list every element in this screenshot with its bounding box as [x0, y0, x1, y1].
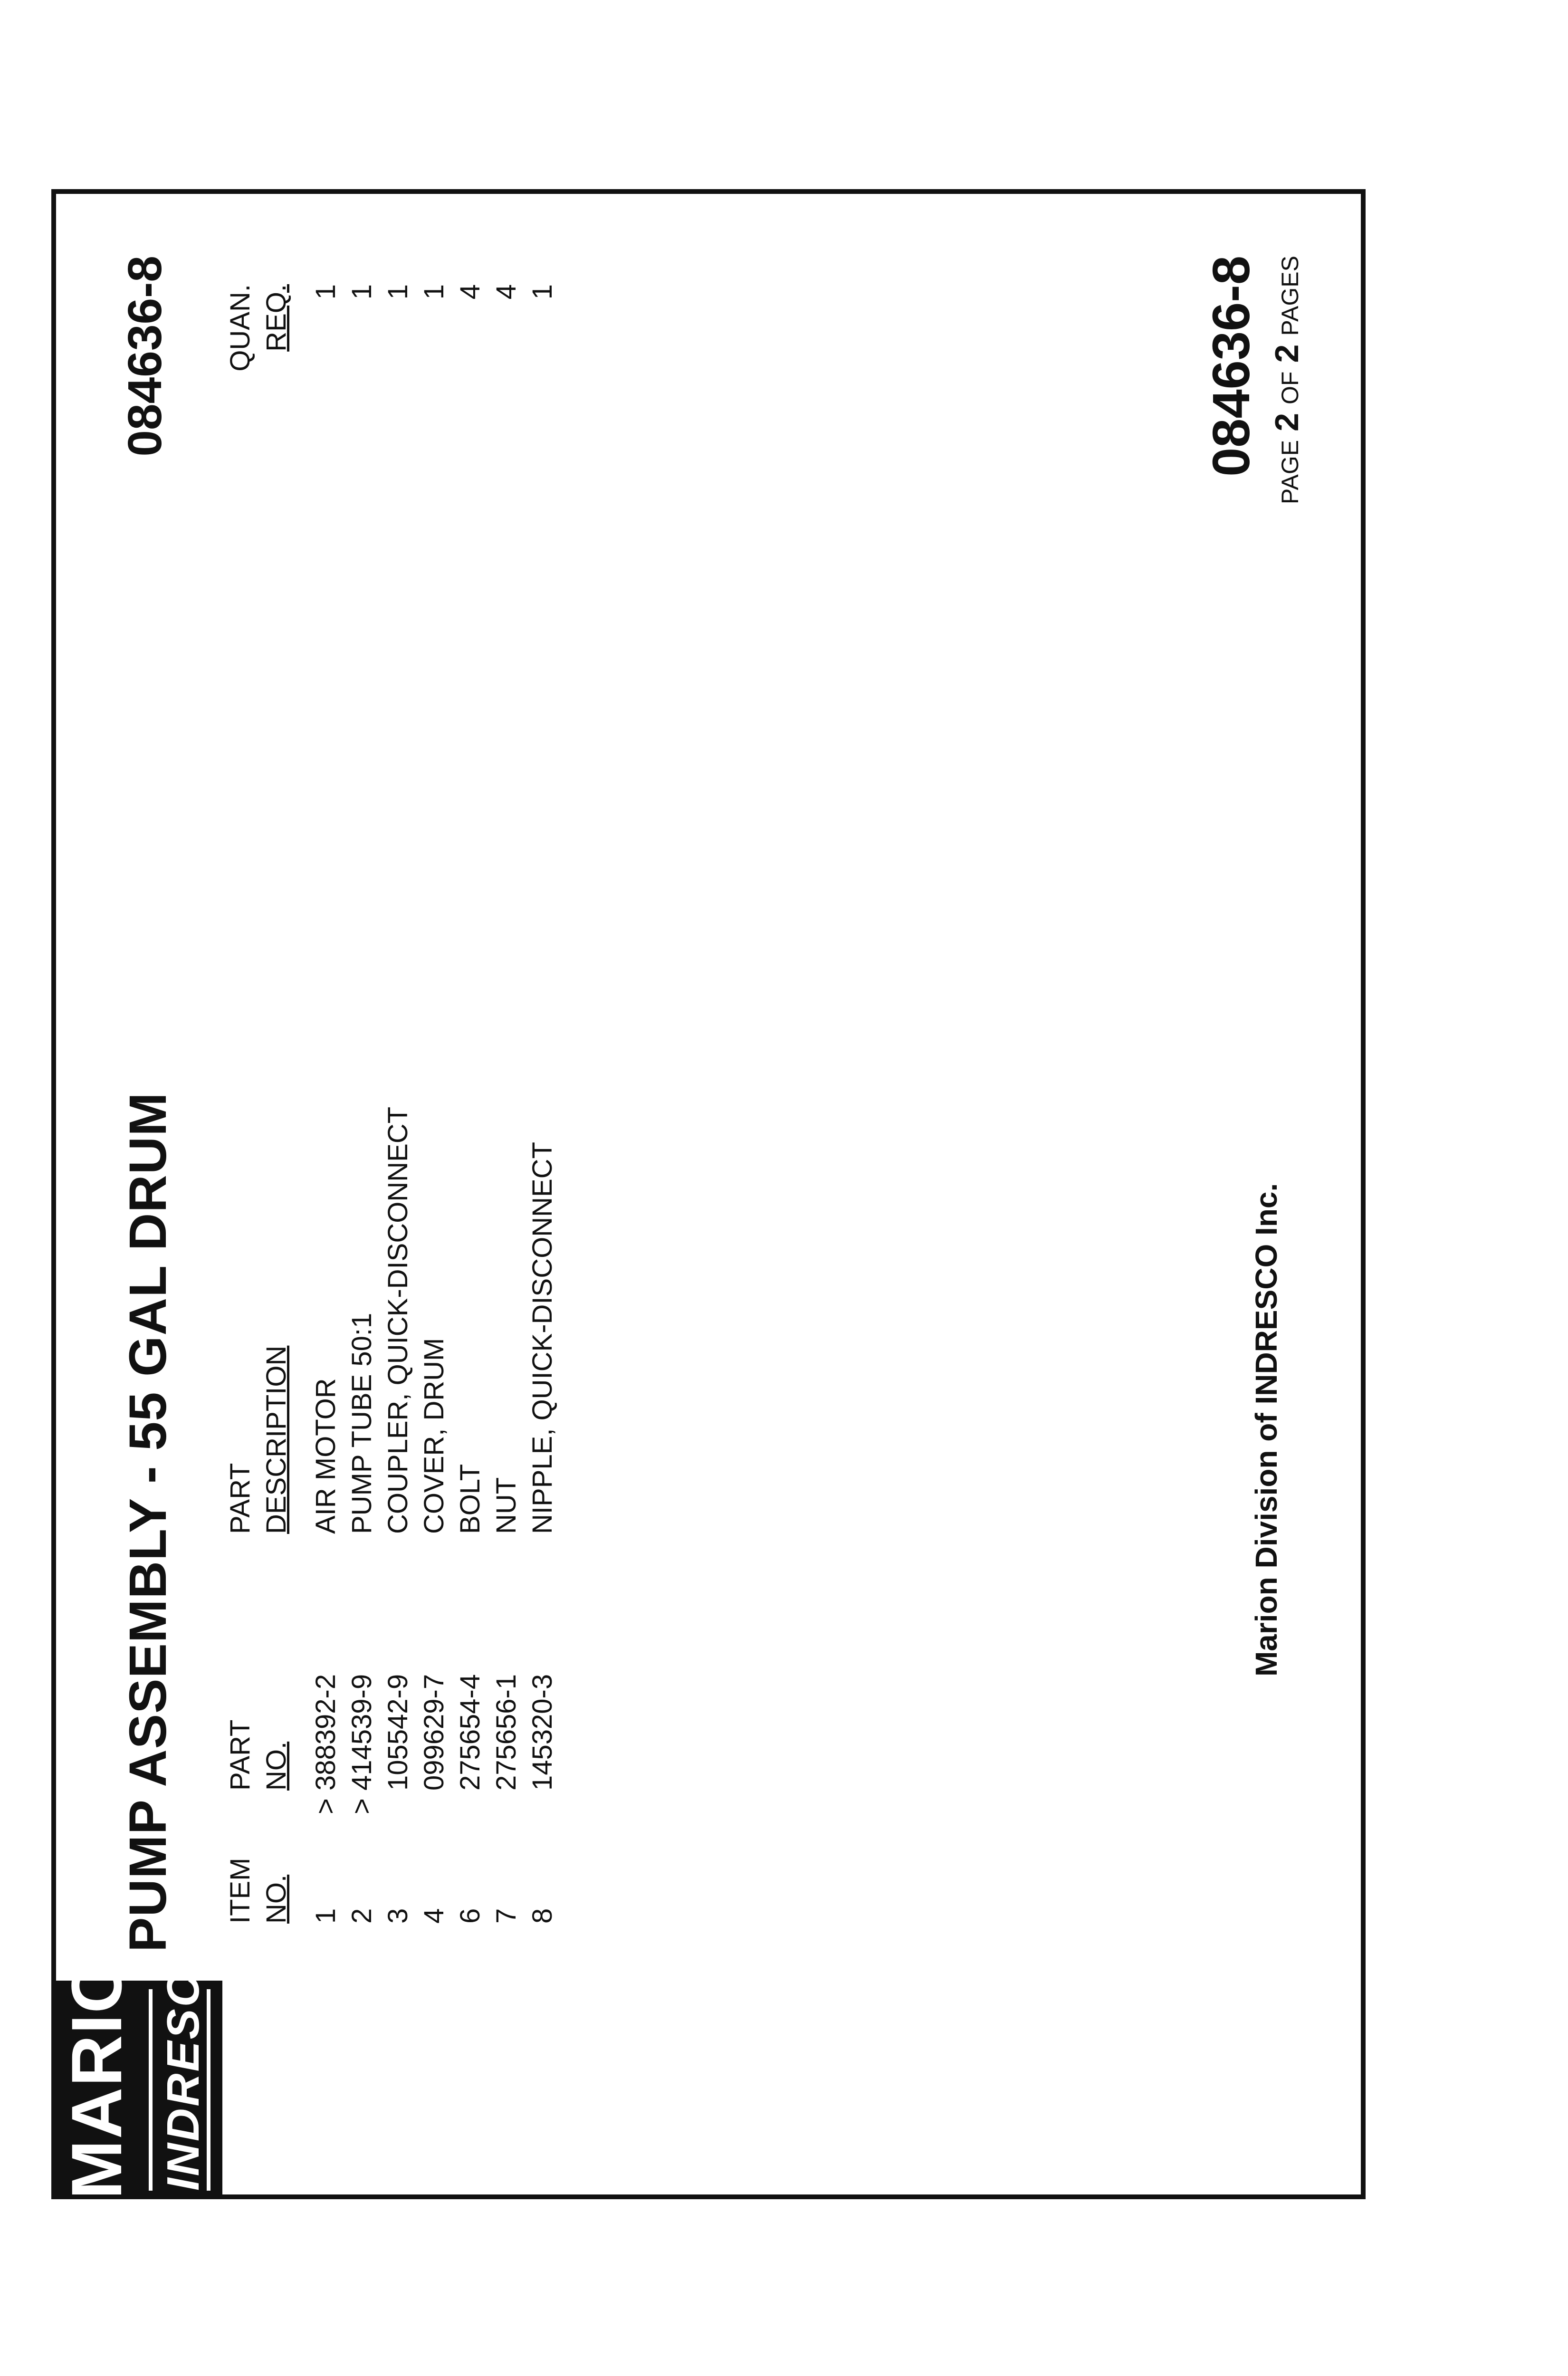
- column-header-part-no: PART NO.: [225, 1719, 292, 1791]
- quantity: 1: [346, 284, 377, 300]
- quantity: 1: [310, 284, 341, 300]
- part-description: COVER, DRUM: [419, 1338, 449, 1534]
- parts-list-sheet: [51, 189, 1366, 2199]
- table-row: [416, 189, 452, 2199]
- part-number: 145320-3: [527, 1674, 558, 1791]
- part-description: COUPLER, QUICK-DISCONNECT: [382, 1106, 413, 1534]
- of-label: OF: [1277, 371, 1303, 404]
- footer-document-number: 084636-8: [1202, 256, 1261, 477]
- part-number: 275656-1: [491, 1674, 522, 1791]
- part-description: BOLT: [455, 1464, 486, 1534]
- part-description: PUMP TUBE 50:1: [346, 1313, 377, 1534]
- table-row: [488, 189, 525, 2199]
- logo-indresco-text: INDRESCO: [149, 1989, 210, 2191]
- column-header-item-no: ITEM NO.: [225, 1858, 292, 1924]
- page-title: PUMP ASSEMBLY - 55 GAL DRUM: [119, 1092, 177, 1952]
- logo-marion-text: MARION: [57, 1904, 136, 2199]
- part-number: 275654-4: [455, 1674, 486, 1791]
- part-description: NIPPLE, QUICK-DISCONNECT: [527, 1142, 558, 1534]
- item-number: 7: [491, 1908, 522, 1924]
- document-number: 084636-8: [118, 256, 172, 457]
- quantity: 1: [527, 284, 558, 300]
- column-header-quantity-required: QUAN. REQ.: [225, 284, 292, 372]
- item-number: 6: [455, 1908, 486, 1924]
- part-number: 414539-9: [346, 1674, 377, 1791]
- page-total: 2: [1268, 344, 1305, 363]
- revision-mark: >: [346, 1798, 377, 1814]
- quantity: 4: [455, 284, 486, 300]
- part-description: AIR MOTOR: [310, 1378, 341, 1534]
- table-row: [525, 189, 561, 2199]
- marion-indresco-logo: [51, 1904, 222, 2199]
- table-row: [380, 189, 416, 2199]
- part-number: 099629-7: [419, 1674, 449, 1791]
- page-indicator: [1268, 256, 1306, 504]
- item-number: 4: [419, 1908, 449, 1924]
- quantity: 4: [491, 284, 522, 300]
- pages-label: PAGES: [1277, 256, 1303, 336]
- page-label: PAGE: [1277, 440, 1303, 505]
- revision-mark: >: [310, 1798, 341, 1814]
- table-row: [344, 189, 380, 2199]
- item-number: 1: [310, 1908, 341, 1924]
- column-header-part-description: PART DESCRIPTION: [225, 1345, 292, 1534]
- part-number: 388392-2: [310, 1674, 341, 1791]
- part-number: 105542-9: [382, 1674, 413, 1791]
- table-row: [308, 189, 344, 2199]
- quantity: 1: [382, 284, 413, 300]
- page-current: 2: [1268, 412, 1305, 431]
- item-number: 2: [346, 1908, 377, 1924]
- item-number: 8: [527, 1908, 558, 1924]
- item-number: 3: [382, 1908, 413, 1924]
- table-row: [452, 189, 488, 2199]
- company-name: Marion Division of INDRESCO Inc.: [1249, 1183, 1283, 1677]
- quantity: 1: [419, 284, 449, 300]
- part-description: NUT: [491, 1477, 522, 1534]
